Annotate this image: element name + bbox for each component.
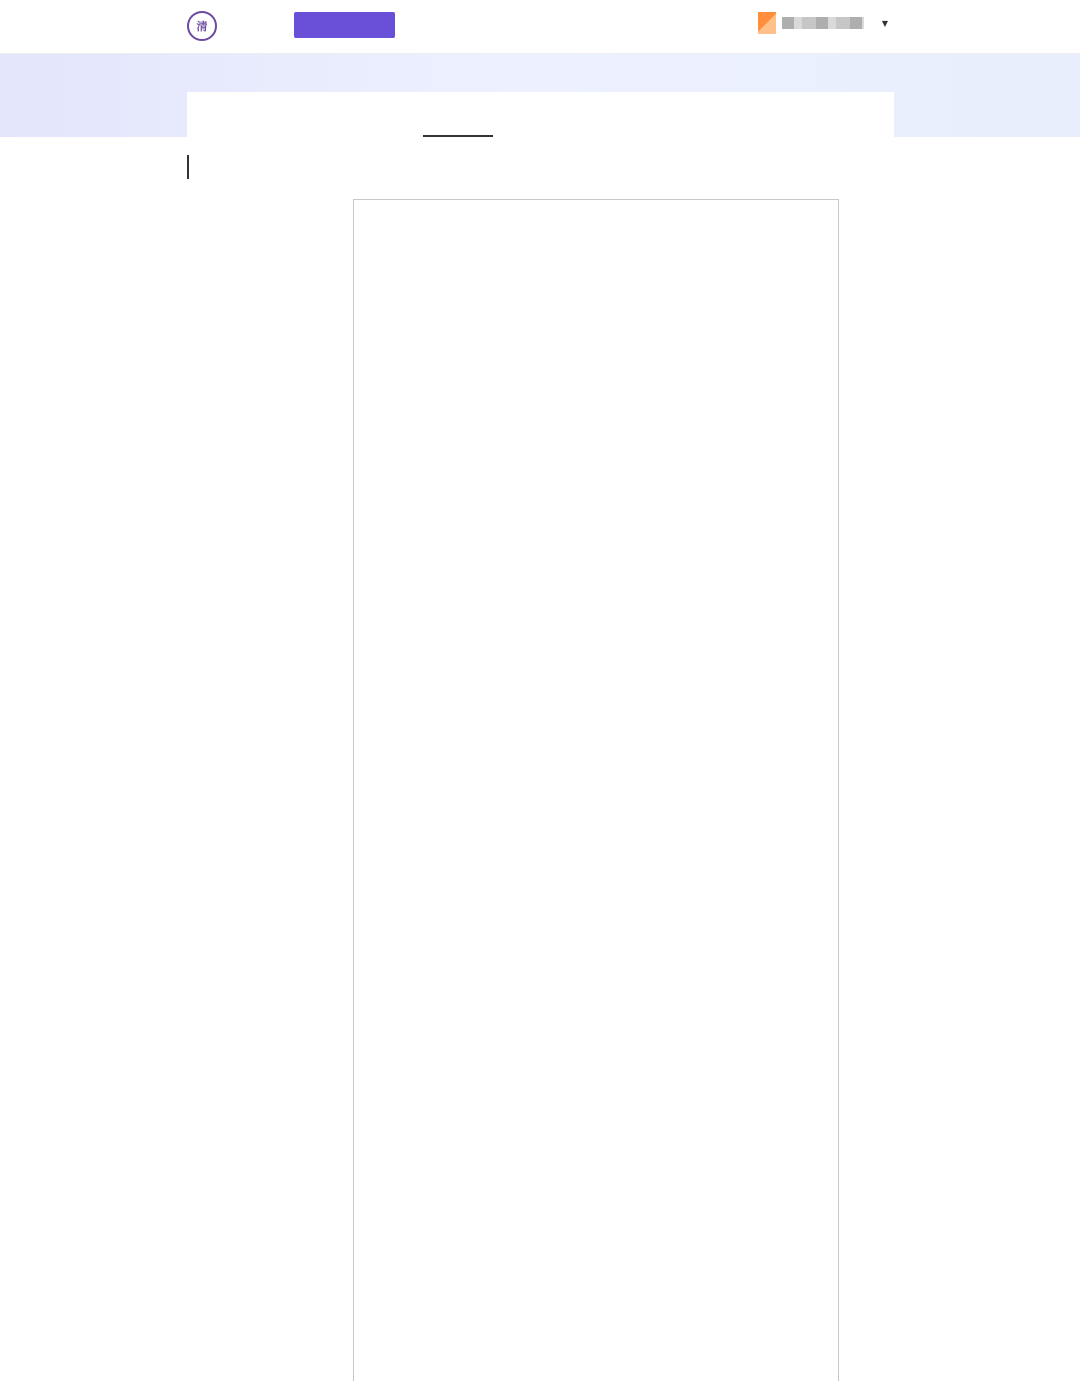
- materials-form: [353, 199, 839, 1381]
- user-name-redacted: [782, 17, 864, 29]
- top-bar: [0, 0, 1080, 54]
- user-menu[interactable]: [758, 10, 888, 36]
- admission-system-button[interactable]: [294, 12, 395, 38]
- active-tab-underline: [423, 135, 493, 137]
- tsinghua-seal-icon: 清: [187, 11, 217, 41]
- sidebar-active-indicator: [187, 155, 189, 179]
- chevron-down-icon[interactable]: ▼: [881, 18, 888, 28]
- avatar: [758, 12, 776, 34]
- tsinghua-logo[interactable]: [187, 9, 282, 43]
